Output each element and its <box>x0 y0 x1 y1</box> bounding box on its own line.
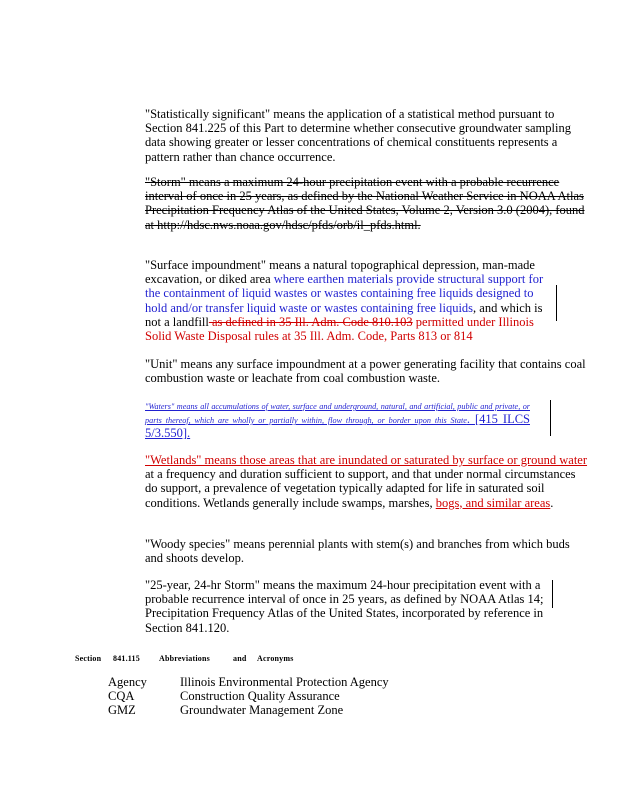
deleted-text: "Storm" means a maximum 24-hour precipitation event with a probable recurrence interval of once in 25 years, as defined by the National Weather Service in NOAA Atlas Precipitation Frequency Atlas of the United States, Volume 2, Version 3.0 (2004), found at http://hdsc.nws.noaa.gov/hdsc/pfds/orb/il_pfds.html. <box>145 175 585 232</box>
abbreviation-meaning: Groundwater Management Zone <box>180 703 344 717</box>
definition-woody-species: "Woody species" means perennial plants with stem(s) and branches from which buds and shoots develop. <box>145 537 570 566</box>
deleted-text: as defined in 35 Ill. Adm. Code 810.103 <box>208 314 413 329</box>
abbreviation-term: Agency <box>108 675 147 689</box>
section-word-abbreviations: Abbreviations <box>159 654 210 663</box>
inserted-text: bogs, and similar areas <box>435 495 551 510</box>
inserted-text: "Wetlands" means those areas that are inundated or saturated by surface or ground water <box>145 453 588 467</box>
abbreviation-meaning: Illinois Environmental Protection Agency <box>180 675 389 689</box>
abbreviation-row <box>108 675 389 689</box>
wetlands-body: at a frequency and duration sufficient to support, and that under normal circumstances do support, a prevalence of vegetation typically adapted for life in saturated soil conditions. Wetlands generally include swamps, marshes, <box>145 467 576 510</box>
section-heading <box>75 652 294 666</box>
abbreviation-row <box>108 689 340 703</box>
change-bar <box>550 400 551 436</box>
change-bar <box>552 580 553 608</box>
waters-citation: . [415 ILCS 5/3.550]. <box>145 412 530 440</box>
abbreviation-meaning: Construction Quality Assurance <box>180 689 340 703</box>
wetlands-end: . <box>550 495 554 510</box>
inserted-text: permitted under Illinois Solid Waste Disposal rules at 35 Ill. Adm. Code, Parts 813 or 814 <box>145 314 534 344</box>
change-bar <box>556 285 557 321</box>
section-word-acronyms: Acronyms <box>257 654 294 663</box>
definition-surface-impoundment <box>145 258 557 343</box>
abbreviation-term: CQA <box>108 689 135 703</box>
section-number: 841.115 <box>113 654 140 663</box>
abbreviation-term: GMZ <box>108 703 136 717</box>
section-word-and: and <box>233 654 247 663</box>
abbreviation-row <box>108 703 343 717</box>
surface-mid: , and which is not a landfill <box>145 300 543 329</box>
definition-statistically-significant: "Statistically significant" means the application of a statistical method pursuant to Section 841.225 of this Part to determine whether consecutive groundwater sampling data showing greater or lesser concentrations of chemical constituents represents a pattern rather than chance occurrence. <box>145 107 571 164</box>
section-label: Section <box>75 654 102 663</box>
definition-storm-deleted <box>145 175 590 232</box>
waters-definition-text: "Waters" means all accumulations of water, surface and underground, natural, and artificial, public and private, or parts thereof, which are wholly or partially within, flow through, or border upon this State <box>145 402 530 425</box>
definition-waters <box>145 400 530 441</box>
definition-wetlands <box>145 453 590 510</box>
surface-lead: "Surface impoundment" means a natural topographical depression, man-made excavation, or diked area <box>145 258 535 287</box>
definition-unit: "Unit" means any surface impoundment at a power generating facility that contains coal combustion waste or leachate from coal combustion waste. <box>145 357 586 386</box>
inserted-text: where earthen materials provide structural support for the containment of liquid wastes or wastes containing free liquids designed to hold and/or transfer liquid waste or wastes containing free liquids <box>145 272 544 315</box>
definition-25-year-storm: "25-year, 24-hr Storm" means the maximum 24-hour precipitation event with a probable recurrence interval of once in 25 years, as defined by NOAA Atlas 14; Precipitation Frequency Atlas of the United States, incorporated by reference in Section 841.120. <box>145 578 544 635</box>
